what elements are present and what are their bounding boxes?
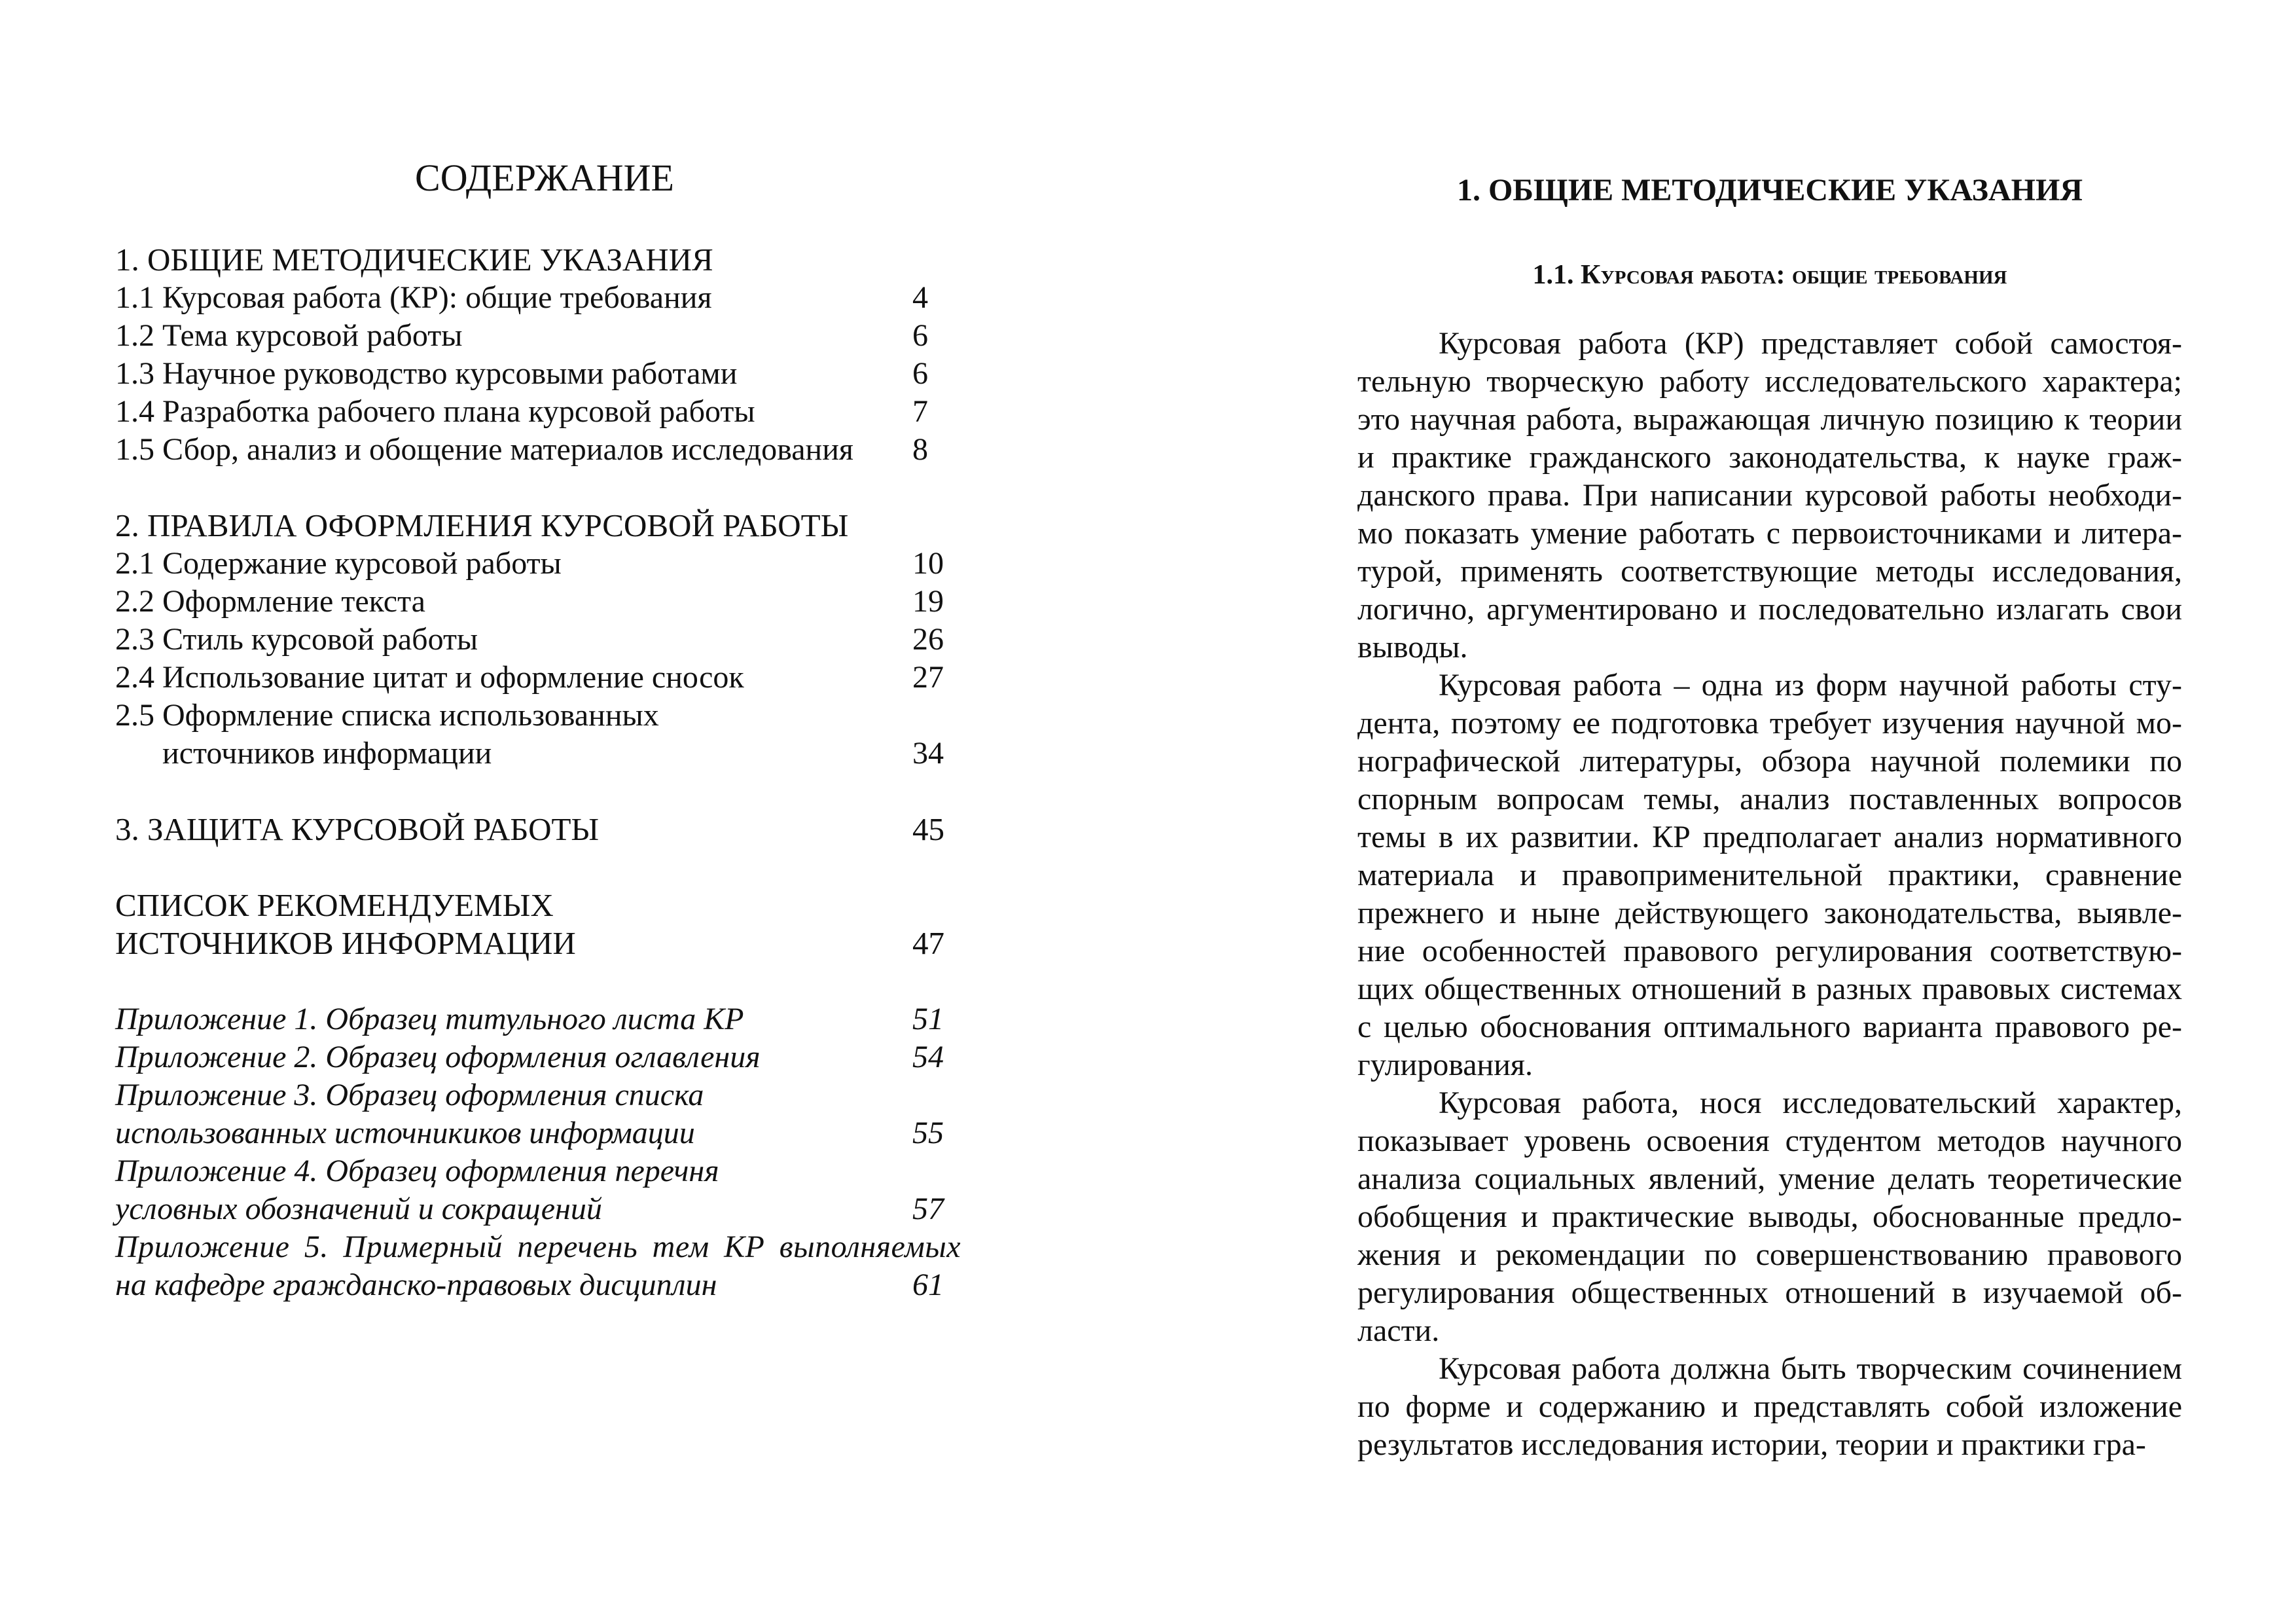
text-line: с целью обоснования оптимального варианта правового ре- xyxy=(1357,1010,2182,1044)
text-line: дента, поэтому ее подготовка требует изучения научной мо- xyxy=(1357,706,2182,740)
toc-item-label: Приложение 4. Образец оформления перечня xyxy=(115,1154,719,1188)
text-line: спорным вопросам темы, анализ поставленных вопросов xyxy=(1357,782,2182,816)
toc-item-label: ИСТОЧНИКОВ ИНФОРМАЦИИ xyxy=(115,925,576,961)
toc-section-heading-continuation xyxy=(115,924,986,962)
toc-appendix xyxy=(115,1076,986,1114)
text-line: выводы. xyxy=(1357,630,1468,665)
toc-list xyxy=(115,241,986,1342)
text-line: гулирования. xyxy=(1357,1048,1534,1082)
toc-section-heading xyxy=(115,886,986,924)
text-line: щих общественных отношений в разных правовых системах xyxy=(1357,972,2182,1006)
toc-item-page: 6 xyxy=(912,318,928,353)
right-page xyxy=(1148,0,2296,1623)
toc-section-3 xyxy=(115,811,986,848)
toc-sources xyxy=(115,886,986,962)
toc-item-label: СПИСОК РЕКОМЕНДУЕМЫХ xyxy=(115,887,554,923)
paragraph xyxy=(1357,1084,2182,1350)
toc-item-label: 2.1 Содержание курсовой работы xyxy=(115,546,562,581)
toc-item-page: 26 xyxy=(912,622,944,657)
body-text xyxy=(1357,325,2182,1464)
text-line: Курсовая работа (КР) представляет собой самостоя- xyxy=(1439,326,2182,361)
toc-appendices xyxy=(115,1000,986,1304)
toc-item-page: 27 xyxy=(912,660,944,695)
toc-item-label: 3. ЗАЩИТА КУРСОВОЙ РАБОТЫ xyxy=(115,811,600,847)
text-line: нографической литературы, обзора научной полемики по xyxy=(1357,744,2182,778)
section-title: 1.1. Курсовая работа: общие требования xyxy=(1532,260,2007,290)
toc-item xyxy=(115,697,986,735)
toc-item-page: 47 xyxy=(912,925,944,961)
text-line: материала и правоприменительной практики, сравнение xyxy=(1357,858,2182,892)
toc-item xyxy=(115,317,986,355)
toc-item-page: 10 xyxy=(912,546,944,581)
paragraph xyxy=(1357,325,2182,666)
toc-item-label: Приложение 2. Образец оформления оглавления xyxy=(115,1040,761,1074)
toc-item-label: источников информации xyxy=(162,736,492,771)
text-line: показывает уровень освоения студентом методов научного xyxy=(1357,1123,2182,1158)
toc-item-page: 19 xyxy=(912,584,944,619)
toc-section-2 xyxy=(115,507,986,773)
toc-appendix xyxy=(115,1000,986,1038)
toc-item-label: Приложение 5. Примерный перечень тем КР выполняемых xyxy=(115,1230,961,1264)
text-line: ласти. xyxy=(1357,1313,1440,1348)
text-line: анализа социальных явлений, умение делать теоретические xyxy=(1357,1161,2182,1196)
toc-item-page: 45 xyxy=(912,811,944,847)
text-line: Курсовая работа, нося исследовательский характер, xyxy=(1439,1085,2182,1120)
toc-item-label: Приложение 3. Образец оформления списка xyxy=(115,1078,704,1112)
text-line: ние особенностей правового регулирования соответствую- xyxy=(1357,934,2182,968)
text-line: данского права. При написании курсовой работы необходи- xyxy=(1357,478,2182,513)
toc-section-heading: 1. ОБЩИЕ МЕТОДИЧЕСКИЕ УКАЗАНИЯ xyxy=(115,242,713,278)
text-line: обобщения и практические выводы, обоснованные предло- xyxy=(1357,1199,2182,1234)
toc-item xyxy=(115,355,986,393)
toc-item-label: на кафедре гражданско-правовых дисциплин xyxy=(115,1267,717,1302)
toc-item-label: 1.4 Разработка рабочего плана курсовой работы xyxy=(115,394,755,429)
toc-appendix-continuation xyxy=(115,1266,986,1304)
text-line: турой, применять соответствующие методы исследования, xyxy=(1357,554,2182,589)
toc-appendix xyxy=(115,1228,986,1266)
toc-item xyxy=(115,545,986,583)
toc-item-label: 2.5 Оформление списка использованных xyxy=(115,698,659,733)
text-line: результатов исследования истории, теории и практики гра- xyxy=(1357,1427,2146,1462)
chapter-title: 1. ОБЩИЕ МЕТОДИЧЕСКИЕ УКАЗАНИЯ xyxy=(1456,173,2083,208)
toc-item-page: 51 xyxy=(912,1002,944,1036)
toc-item-page: 7 xyxy=(912,394,928,429)
text-line: мо показать умение работать с первоисточниками и литера- xyxy=(1357,516,2182,551)
toc-item-page: 55 xyxy=(912,1116,944,1150)
toc-appendix xyxy=(115,1152,986,1190)
toc-item xyxy=(115,279,986,317)
toc-item-page: 61 xyxy=(912,1267,944,1302)
toc-item-label: 2.2 Оформление текста xyxy=(115,584,425,619)
toc-item-page: 6 xyxy=(912,356,928,391)
text-line: логично, аргументировано и последовательно излагать свои xyxy=(1357,592,2182,627)
paragraph xyxy=(1357,1350,2182,1464)
toc-item-label: 1.1 Курсовая работа (КР): общие требования xyxy=(115,280,712,315)
text-line: прежнего и ныне действующего законодательства, выявле- xyxy=(1357,896,2182,930)
toc-item-label: 1.3 Научное руководство курсовыми работами xyxy=(115,356,738,391)
text-line: и практике гражданского законодательства, к науке граж- xyxy=(1357,440,2182,475)
text-line: регулирования общественных отношений в изучаемой об- xyxy=(1357,1275,2182,1310)
toc-appendix-continuation xyxy=(115,1114,986,1152)
toc-item-label: 2.4 Использование цитат и оформление сносок xyxy=(115,660,744,695)
paragraph xyxy=(1357,666,2182,1084)
toc-item-page: 34 xyxy=(912,736,944,771)
toc-item-continuation xyxy=(115,735,986,773)
toc-item-label: 1.5 Сбор, анализ и обощение материалов исследования xyxy=(115,432,853,467)
toc-item-page: 4 xyxy=(912,280,928,315)
toc-appendix-continuation xyxy=(115,1190,986,1228)
toc-item-label: 2.3 Стиль курсовой работы xyxy=(115,622,478,657)
toc-item-label: условных обозначений и сокращений xyxy=(115,1192,602,1226)
toc-item xyxy=(115,583,986,621)
toc-item xyxy=(115,659,986,697)
text-line: это научная работа, выражающая личную позицию к теории xyxy=(1357,402,2182,437)
text-line: жения и рекомендации по совершенствованию правового xyxy=(1357,1237,2182,1272)
toc-item-page: 54 xyxy=(912,1040,944,1074)
toc-item-label: Приложение 1. Образец титульного листа КР xyxy=(115,1002,744,1036)
text-line: по форме и содержанию и представлять собой изложение xyxy=(1357,1389,2182,1424)
text-line: Курсовая работа должна быть творческим сочинением xyxy=(1439,1351,2182,1386)
toc-section-heading: 2. ПРАВИЛА ОФОРМЛЕНИЯ КУРСОВОЙ РАБОТЫ xyxy=(115,507,849,543)
toc-item xyxy=(115,621,986,659)
toc-section-heading xyxy=(115,811,986,848)
toc-item-label: 1.2 Тема курсовой работы xyxy=(115,318,463,353)
text-line: темы в их развитии. КР предполагает анализ нормативного xyxy=(1357,820,2182,854)
toc-item xyxy=(115,431,986,469)
toc-section-1 xyxy=(115,241,986,469)
text-line: Курсовая работа – одна из форм научной работы сту- xyxy=(1439,668,2182,702)
toc-item-page: 57 xyxy=(912,1192,944,1226)
toc-item xyxy=(115,393,986,431)
text-line: тельную творческую работу исследовательского характера; xyxy=(1357,364,2182,399)
toc-item-page: 8 xyxy=(912,432,928,467)
toc-title: СОДЕРЖАНИЕ xyxy=(415,156,674,199)
toc-appendix xyxy=(115,1038,986,1076)
toc-item-label: использованных источникиков информации xyxy=(115,1116,695,1150)
